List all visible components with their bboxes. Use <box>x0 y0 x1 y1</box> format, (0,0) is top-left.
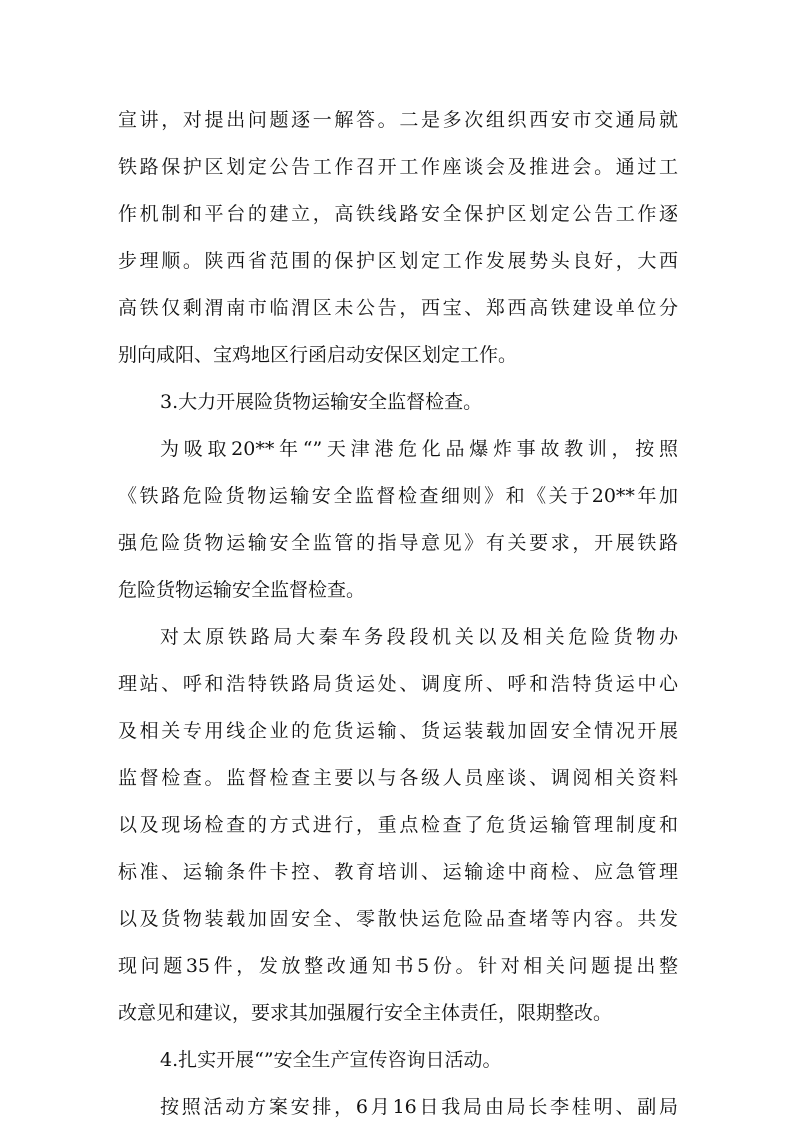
text-line: 宣讲，对提出问题逐一解答。二是多次组织西安市交通局就 <box>118 109 678 131</box>
text-line: 步理顺。陕西省范围的保护区划定工作发展势头良好，大西 <box>118 250 678 272</box>
text-line: 以及货物装载加固安全、零散快运危险品查堵等内容。共发 <box>118 908 678 930</box>
text-line: 作机制和平台的建立，高铁线路安全保护区划定公告工作逐 <box>118 203 678 225</box>
section-heading: 4.扎实开展“”安全生产宣传咨询日活动。 <box>160 1049 502 1071</box>
text-line: 铁路保护区划定公告工作召开工作座谈会及推进会。通过工 <box>118 156 678 178</box>
text-line: 及相关专用线企业的危货运输、货运装载加固安全情况开展 <box>118 720 678 742</box>
text-line: 以及现场检查的方式进行，重点检查了危货运输管理制度和 <box>118 814 678 836</box>
text-line: 《铁路危险货物运输安全监督检查细则》和《关于20**年加 <box>118 485 678 507</box>
text-line: 改意见和建议，要求其加强履行安全主体责任，限期整改。 <box>118 1002 613 1024</box>
section-heading: 3.大力开展险货物运输安全监督检查。 <box>160 391 483 413</box>
text-line: 标准、运输条件卡控、教育培训、运输途中商检、应急管理 <box>118 861 678 883</box>
text-line: 现问题35件，发放整改通知书5份。针对相关问题提出整 <box>118 955 678 977</box>
text-line: 高铁仅剩渭南市临渭区未公告，西宝、郑西高铁建设单位分 <box>118 297 678 319</box>
text-line: 按照活动方案安排，6月16日我局由局长李桂明、副局 <box>160 1096 678 1118</box>
text-line: 监督检查。监督检查主要以与各级人员座谈、调阅相关资料 <box>118 767 678 789</box>
text-line: 对太原铁路局大秦车务段段机关以及相关危险货物办 <box>160 626 678 648</box>
text-line: 强危险货物运输安全监管的指导意见》有关要求，开展铁路 <box>118 532 678 554</box>
text-line: 别向咸阳、宝鸡地区行函启动安保区划定工作。 <box>118 344 518 366</box>
text-line: 为吸取20**年“”天津港危化品爆炸事故教训，按照 <box>160 438 678 460</box>
text-line: 理站、呼和浩特铁路局货运处、调度所、呼和浩特货运中心 <box>118 673 678 695</box>
text-line: 危险货物运输安全监督检查。 <box>118 579 366 601</box>
